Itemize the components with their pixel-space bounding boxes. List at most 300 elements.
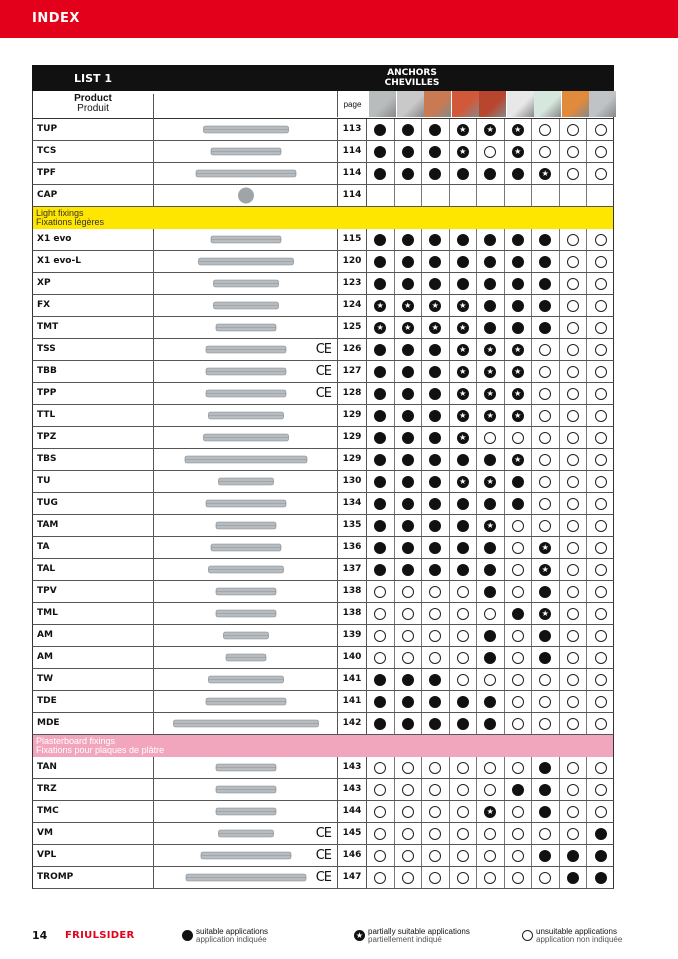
suitable-dot-icon [374,234,386,246]
suitable-dot-icon [512,278,524,290]
unsuitable-circle-icon [539,366,551,378]
suitability-cell [532,295,560,316]
suitability-cell [532,317,560,338]
suitability-cell [477,515,505,536]
suitable-dot-icon [374,124,386,136]
suitability-cell [395,625,423,646]
partial-star-icon [457,146,469,158]
suitable-dot-icon [402,432,414,444]
suitability-cell [422,251,450,272]
unsuitable-circle-icon [539,146,551,158]
partial-star-icon [402,322,414,334]
suitable-dot-icon [429,718,441,730]
suitability-cell [587,405,615,426]
table-row [32,867,614,889]
product-name: TA [33,537,154,558]
suitable-dot-icon [539,806,551,818]
product-name: TBB [33,361,154,382]
suitability-cell [587,647,615,668]
suitable-dot-icon [429,234,441,246]
suitable-dot-icon [402,256,414,268]
suitability-cell [367,867,395,888]
suitability-cell [532,779,560,800]
suitability-cell [532,603,560,624]
suitability-cell [450,405,478,426]
unsuitable-circle-icon [595,564,607,576]
suitable-dot-icon [402,498,414,510]
table-row [32,185,614,207]
product-name: TU [33,471,154,492]
table-subheader [32,91,614,119]
unsuitable-circle-icon [539,454,551,466]
suitability-cell [587,229,615,250]
suitability-cell [450,581,478,602]
suitability-cell [532,713,560,734]
legend-partial-en: partially suitable applications [368,927,470,936]
product-name: X1 evo [33,229,154,250]
suitability-cell [532,537,560,558]
unsuitable-circle-icon [567,234,579,246]
unsuitable-circle-icon [567,454,579,466]
suitability-cell [560,867,588,888]
suitability-cell [395,273,423,294]
suitability-cell [422,493,450,514]
suitable-dot-icon [539,630,551,642]
suitability-cell [505,427,533,448]
product-image [154,361,338,382]
suitability-cell [367,647,395,668]
table-row [32,449,614,471]
suitability-cell [587,669,615,690]
suitability-cell [560,427,588,448]
table-row [32,383,614,405]
suitable-dot-icon [484,718,496,730]
suitable-dot-icon [512,234,524,246]
table-row [32,273,614,295]
suitability-cell [367,405,395,426]
partial-star-icon [512,146,524,158]
suitable-dot-icon [457,256,469,268]
ce-mark: CE [315,342,331,357]
suitability-cell [395,295,423,316]
unsuitable-circle-icon [595,498,607,510]
unsuitable-circle-icon [595,586,607,598]
table-row [32,603,614,625]
suitable-dot-icon [457,278,469,290]
section-title-en: Light fixings [36,208,84,218]
suitable-dot-icon [512,608,524,620]
product-name: TAM [33,515,154,536]
suitability-cell [395,647,423,668]
suitability-cell [450,229,478,250]
suitability-cell [505,515,533,536]
unsuitable-circle-icon [567,520,579,532]
suitability-cell [505,449,533,470]
suitability-cell [587,823,615,844]
partial-star-icon [484,410,496,422]
suitable-dot-icon [484,300,496,312]
suitability-cell [477,625,505,646]
suitable-dot-icon [512,322,524,334]
suitability-cell [560,691,588,712]
product-name: TW [33,669,154,690]
suitability-cell [422,405,450,426]
suitability-cell [422,185,450,206]
product-name: TDE [33,691,154,712]
product-name: TTL [33,405,154,426]
suitable-dot-icon [429,454,441,466]
unsuitable-circle-icon [484,828,496,840]
unsuitable-circle-icon [402,784,414,796]
table-row [32,119,614,141]
partial-star-icon [457,388,469,400]
suitable-dot-icon [512,498,524,510]
unsuitable-circle-icon [567,300,579,312]
material-8-icon [562,91,589,117]
suitability-cell [422,515,450,536]
suitability-cell [532,185,560,206]
product-name: TCS [33,141,154,162]
suitability-cell [450,757,478,778]
suitability-cell [422,845,450,866]
suitability-cell [477,801,505,822]
suitability-cell [587,449,615,470]
suitability-cell [450,295,478,316]
unsuitable-circle-icon [457,828,469,840]
suitability-cell [477,603,505,624]
suitable-dot-icon [484,542,496,554]
unsuitable-circle-icon [567,630,579,642]
suitability-cell [505,625,533,646]
suitability-cell [367,515,395,536]
table-row [32,141,614,163]
suitable-dot-icon [484,586,496,598]
suitable-dot-icon [374,520,386,532]
suitability-cell [450,185,478,206]
unsuitable-circle-icon [374,630,386,642]
suitability-cell [477,691,505,712]
suitability-cell [560,141,588,162]
product-image [154,251,338,272]
suitability-cell [422,713,450,734]
suitable-dot-icon [374,146,386,158]
unsuitable-circle-icon [512,542,524,554]
suitability-cell [422,163,450,184]
suitability-cell [395,779,423,800]
suitable-dot-icon [429,146,441,158]
suitability-cell [505,713,533,734]
page-ref: 114 [338,185,367,206]
page-ref: 127 [338,361,367,382]
partial-star-icon [539,564,551,576]
unsuitable-circle-icon [484,850,496,862]
unsuitable-circle-icon [595,168,607,180]
unsuitable-circle-icon [512,762,524,774]
page-ref: 138 [338,603,367,624]
suitability-cell [367,163,395,184]
suitability-cell [532,405,560,426]
suitability-cell [532,141,560,162]
suitability-cell [532,647,560,668]
table-row [32,361,614,383]
suitability-cell [587,691,615,712]
suitability-cell [422,295,450,316]
product-image [154,273,338,294]
suitability-cell [367,625,395,646]
partial-star-icon [539,168,551,180]
suitable-dot-icon [429,674,441,686]
suitability-cell [395,471,423,492]
suitability-cell [560,713,588,734]
material-6-icon [507,91,534,117]
unsuitable-circle-icon [539,674,551,686]
suitability-cell [395,141,423,162]
product-name: TML [33,603,154,624]
suitability-cell [560,801,588,822]
suitability-cell [532,251,560,272]
page-ref: 142 [338,713,367,734]
suitability-cell [505,603,533,624]
image-column-heading [154,91,338,117]
table-row [32,229,614,251]
unsuitable-circle-icon [457,784,469,796]
table-body [32,119,614,889]
unsuitable-circle-icon [374,586,386,598]
suitability-cell [505,537,533,558]
partial-star-icon [512,410,524,422]
partial-star-icon [374,322,386,334]
unsuitable-circle-icon [539,696,551,708]
unsuitable-circle-icon [402,828,414,840]
suitability-cell [395,713,423,734]
partial-star-icon [457,344,469,356]
suitability-cell [587,801,615,822]
product-image [154,119,338,140]
suitability-cell [395,515,423,536]
suitability-cell [450,119,478,140]
full-dot-icon [182,930,193,941]
product-name: MDE [33,713,154,734]
suitability-cell [477,713,505,734]
suitability-cell [422,427,450,448]
suitability-cell [477,317,505,338]
unsuitable-circle-icon [595,608,607,620]
suitability-cell [367,185,395,206]
legend-unsuitable-fr: application non indiquée [536,935,623,944]
suitability-cell [560,119,588,140]
suitability-cell [560,317,588,338]
suitability-cell [532,339,560,360]
suitable-dot-icon [539,234,551,246]
page-ref: 120 [338,251,367,272]
suitability-cell [395,251,423,272]
suitability-cell [395,537,423,558]
suitability-cell [587,559,615,580]
product-image [154,471,338,492]
unsuitable-circle-icon [484,784,496,796]
suitability-cell [422,823,450,844]
suitability-cell [395,361,423,382]
unsuitable-circle-icon [512,586,524,598]
product-image [154,515,338,536]
suitable-dot-icon [457,234,469,246]
partial-star-icon [484,476,496,488]
suitability-cell [560,229,588,250]
suitable-dot-icon [429,344,441,356]
table-row [32,317,614,339]
suitability-cell [395,119,423,140]
unsuitable-circle-icon [595,146,607,158]
suitability-cell [477,757,505,778]
unsuitable-circle-icon [512,674,524,686]
unsuitable-circle-icon [567,388,579,400]
suitability-cell [532,229,560,250]
unsuitable-circle-icon [512,806,524,818]
suitability-cell [532,383,560,404]
suitable-dot-icon [402,146,414,158]
page-ref: 146 [338,845,367,866]
suitability-cell [367,471,395,492]
material-7-icon [534,91,561,117]
suitability-cell [560,515,588,536]
suitable-dot-icon [429,410,441,422]
ce-mark: CE [315,870,331,885]
unsuitable-circle-icon [595,476,607,488]
suitability-cell [422,273,450,294]
page-ref: 123 [338,273,367,294]
product-name: TBS [33,449,154,470]
suitability-cell [367,537,395,558]
product-name: TSS [33,339,154,360]
suitability-cell [450,141,478,162]
page-ref: 144 [338,801,367,822]
suitability-cell [587,867,615,888]
page-ref: 135 [338,515,367,536]
index-table [32,65,614,889]
section-title-fr: Fixations pour plaques de plâtre [36,745,165,755]
suitability-cell [477,119,505,140]
suitability-cell [450,867,478,888]
unsuitable-circle-icon [374,784,386,796]
unsuitable-circle-icon [595,542,607,554]
suitability-cell [422,581,450,602]
suitability-cell [450,625,478,646]
product-image [154,669,338,690]
suitable-dot-icon [429,388,441,400]
suitability-cell [505,317,533,338]
product-name: TAL [33,559,154,580]
suitability-cell [450,845,478,866]
unsuitable-circle-icon [567,586,579,598]
suitability-cell [450,669,478,690]
unsuitable-circle-icon [402,762,414,774]
suitable-dot-icon [457,454,469,466]
page-ref: 124 [338,295,367,316]
suitability-cell [477,405,505,426]
suitability-cell [477,537,505,558]
suitable-dot-icon [402,564,414,576]
suitability-cell [505,251,533,272]
unsuitable-circle-icon [512,432,524,444]
product-image [154,537,338,558]
unsuitable-circle-icon [429,872,441,884]
page-title: INDEX [32,11,80,26]
suitability-cell [367,141,395,162]
unsuitable-circle-icon [567,674,579,686]
suitability-cell [422,801,450,822]
unsuitable-circle-icon [567,542,579,554]
partial-star-icon [484,124,496,136]
suitability-cell [477,427,505,448]
unsuitable-circle-icon [595,256,607,268]
suitable-dot-icon [402,410,414,422]
suitability-cell [532,361,560,382]
suitability-cell [560,625,588,646]
unsuitable-circle-icon [512,872,524,884]
partial-star-icon [539,608,551,620]
table-row [32,339,614,361]
suitability-cell [477,559,505,580]
unsuitable-circle-icon [512,520,524,532]
suitable-dot-icon [374,432,386,444]
unsuitable-circle-icon [567,806,579,818]
suitability-cell [477,779,505,800]
suitable-dot-icon [595,850,607,862]
suitable-dot-icon [429,542,441,554]
unsuitable-circle-icon [539,124,551,136]
suitability-cell [477,251,505,272]
suitability-cell [450,713,478,734]
suitability-cell [395,867,423,888]
suitability-cell [450,823,478,844]
suitability-cell [532,691,560,712]
product-image [154,339,338,360]
product-name: TROMP [33,867,154,888]
unsuitable-circle-icon [457,674,469,686]
product-image [154,867,338,888]
partial-star-icon [457,300,469,312]
suitability-cell [367,779,395,800]
suitability-cell [560,251,588,272]
page-ref: 140 [338,647,367,668]
partial-star-icon [512,344,524,356]
suitable-dot-icon [595,872,607,884]
unsuitable-circle-icon [484,674,496,686]
suitability-cell [560,845,588,866]
suitability-cell [560,339,588,360]
suitability-cell [422,119,450,140]
unsuitable-circle-icon [595,674,607,686]
suitable-dot-icon [374,498,386,510]
suitability-cell [587,515,615,536]
partial-star-icon [512,366,524,378]
star-dot-icon: ★ [355,931,364,940]
suitability-cell [367,691,395,712]
partial-star-icon [429,322,441,334]
suitability-cell [587,163,615,184]
suitability-cell [505,493,533,514]
suitability-cell [422,141,450,162]
partial-star-icon [429,300,441,312]
product-name: XP [33,273,154,294]
material-9-icon [589,91,616,117]
suitable-dot-icon [539,278,551,290]
section-title-fr: Fixations légères [36,217,105,227]
partial-star-icon [457,432,469,444]
legend-partial-fr: partiellement indiqué [368,935,442,944]
suitability-cell [477,229,505,250]
produit-label: Produit [77,103,109,114]
